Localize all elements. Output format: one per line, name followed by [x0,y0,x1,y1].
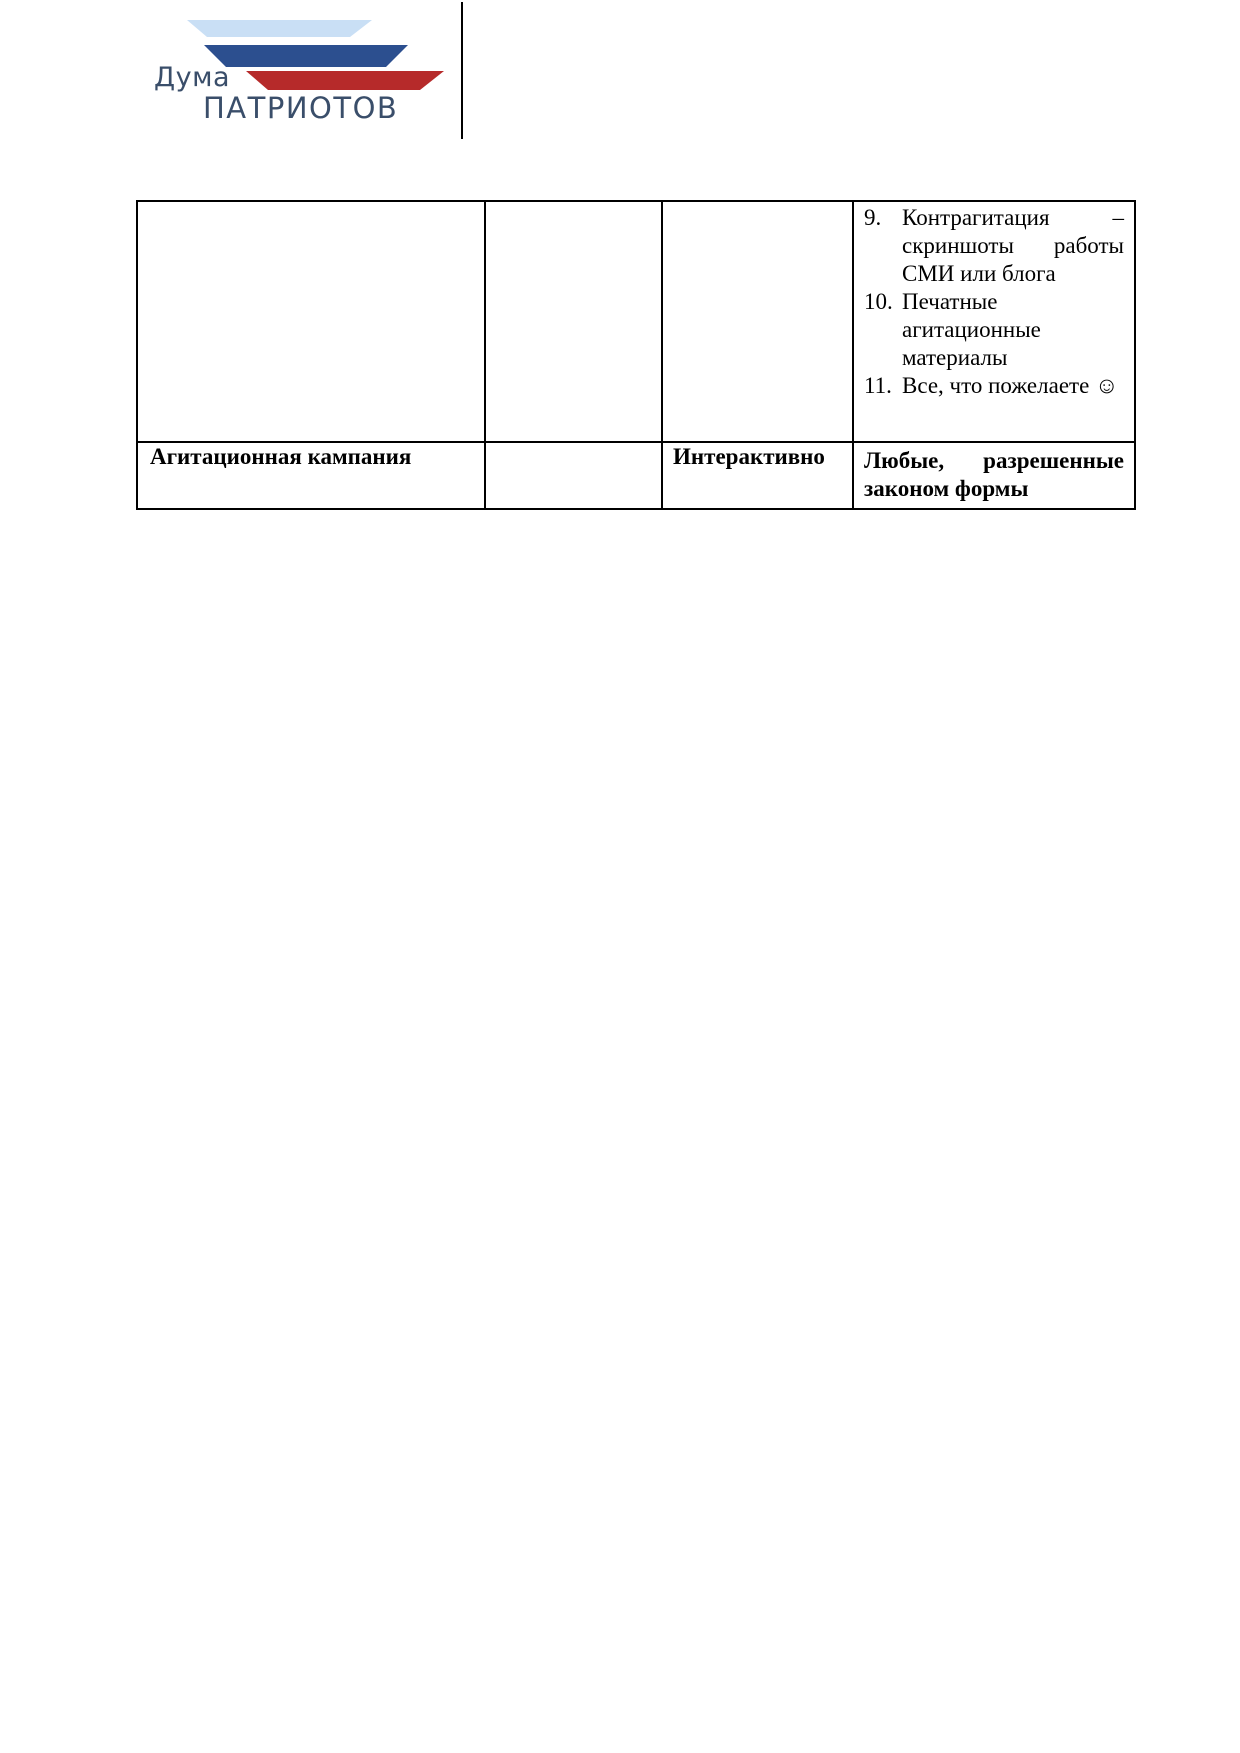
table-row [137,442,1135,509]
document-table [136,200,1136,510]
list-item [854,202,1134,288]
table-cell [137,201,485,442]
table-cell-list [853,201,1135,442]
table-cell [485,201,662,442]
logo-text-duma: Дума [154,62,230,93]
logo [150,15,460,130]
table-cell [662,201,853,442]
list-item-text: Контрагитация – скриншоты работы СМИ или блога [902,205,1124,286]
table-row [137,201,1135,442]
table-cell: Агитационная кампания [137,442,485,509]
list-item [854,372,1134,400]
logo-text-patriotov: ПАТРИОТОВ [203,91,399,125]
header-divider [461,2,463,139]
numbered-list [854,202,1134,400]
list-item-number: 10. [864,289,893,314]
list-item-text: Печатные агитационные материалы [902,289,1041,370]
list-item-number: 11. [864,373,892,398]
table-cell: Любые, разрешенные законом формы [853,442,1135,509]
list-item-number: 9. [864,205,882,230]
table-cell: Интерактивно [662,442,853,509]
list-item [854,288,1134,372]
table-cell [485,442,662,509]
list-item-text: Все, что пожелаете ☺ [902,373,1119,398]
